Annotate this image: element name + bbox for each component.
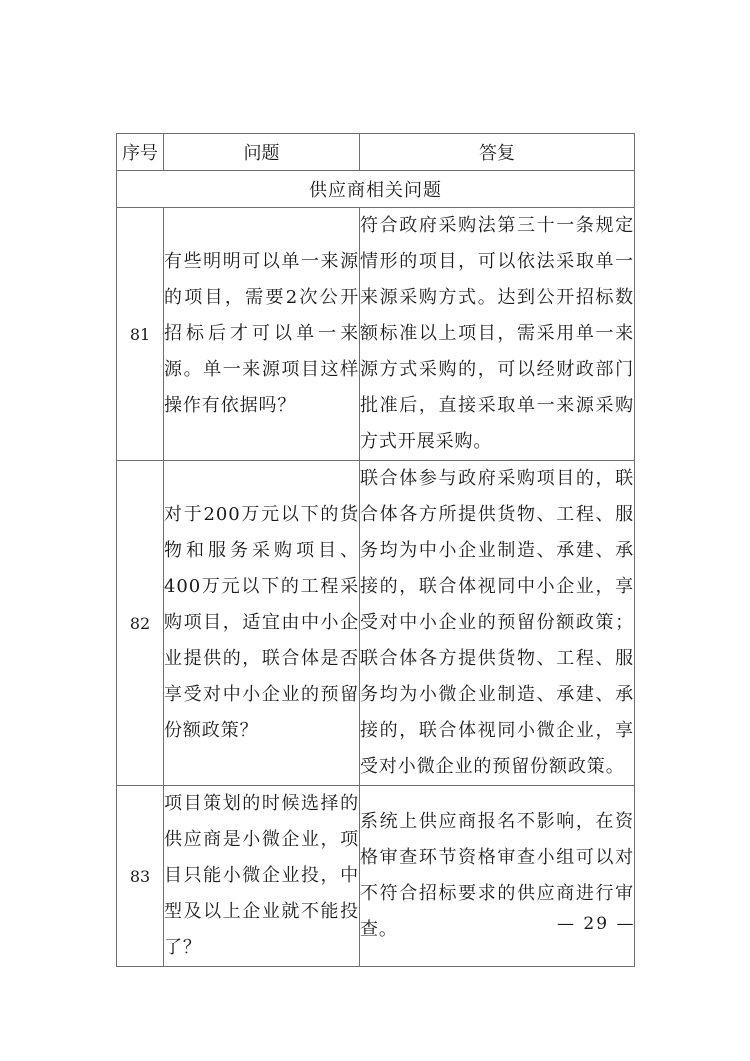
- header-no: 序号: [117, 134, 164, 171]
- header-question: 问题: [164, 134, 360, 171]
- table-header-row: [117, 134, 635, 171]
- answer-cell: 符合政府采购法第三十一条规定情形的项目，可以依法采取单一来源采购方式。达到公开招标数额标准以上项目，需采用单一来源方式采购的，可以经财政部门批准后，直接采取单一来源采购方式开展采购。: [360, 208, 635, 461]
- table-row: [117, 461, 635, 786]
- section-row: [117, 171, 635, 208]
- answer-cell: 联合体参与政府采购项目的，联合体各方所提供货物、工程、服务均为中小企业制造、承建、承接的，联合体视同中小企业，享受对中小企业的预留份额政策；联合体各方提供货物、工程、服务均为小微企业制造、承建、承接的，联合体视同小微企业，享受对小微企业的预留份额政策。: [360, 461, 635, 786]
- question-cell: 有些明明可以单一来源的项目，需要2次公开招标后才可以单一来源。单一来源项目这样操作有依据吗？: [164, 208, 360, 461]
- header-answer: 答复: [360, 134, 635, 171]
- answer-cell: 系统上供应商报名不影响，在资格审查环节资格审查小组可以对不符合招标要求的供应商进行审查。: [360, 786, 635, 967]
- row-number: 82: [117, 461, 164, 786]
- row-number: 83: [117, 786, 164, 967]
- row-number: 81: [117, 208, 164, 461]
- page-number: — 29 —: [557, 914, 636, 934]
- table-row: [117, 786, 635, 967]
- section-title: 供应商相关问题: [117, 171, 635, 208]
- table-row: [117, 208, 635, 461]
- question-cell: 对于200万元以下的货物和服务采购项目、400万元以下的工程采购项目，适宜由中小企业提供的，联合体是否享受对中小企业的预留份额政策？: [164, 461, 360, 786]
- qa-table: [116, 133, 635, 967]
- question-cell: 项目策划的时候选择的供应商是小微企业，项目只能小微企业投，中型及以上企业就不能投了？: [164, 786, 360, 967]
